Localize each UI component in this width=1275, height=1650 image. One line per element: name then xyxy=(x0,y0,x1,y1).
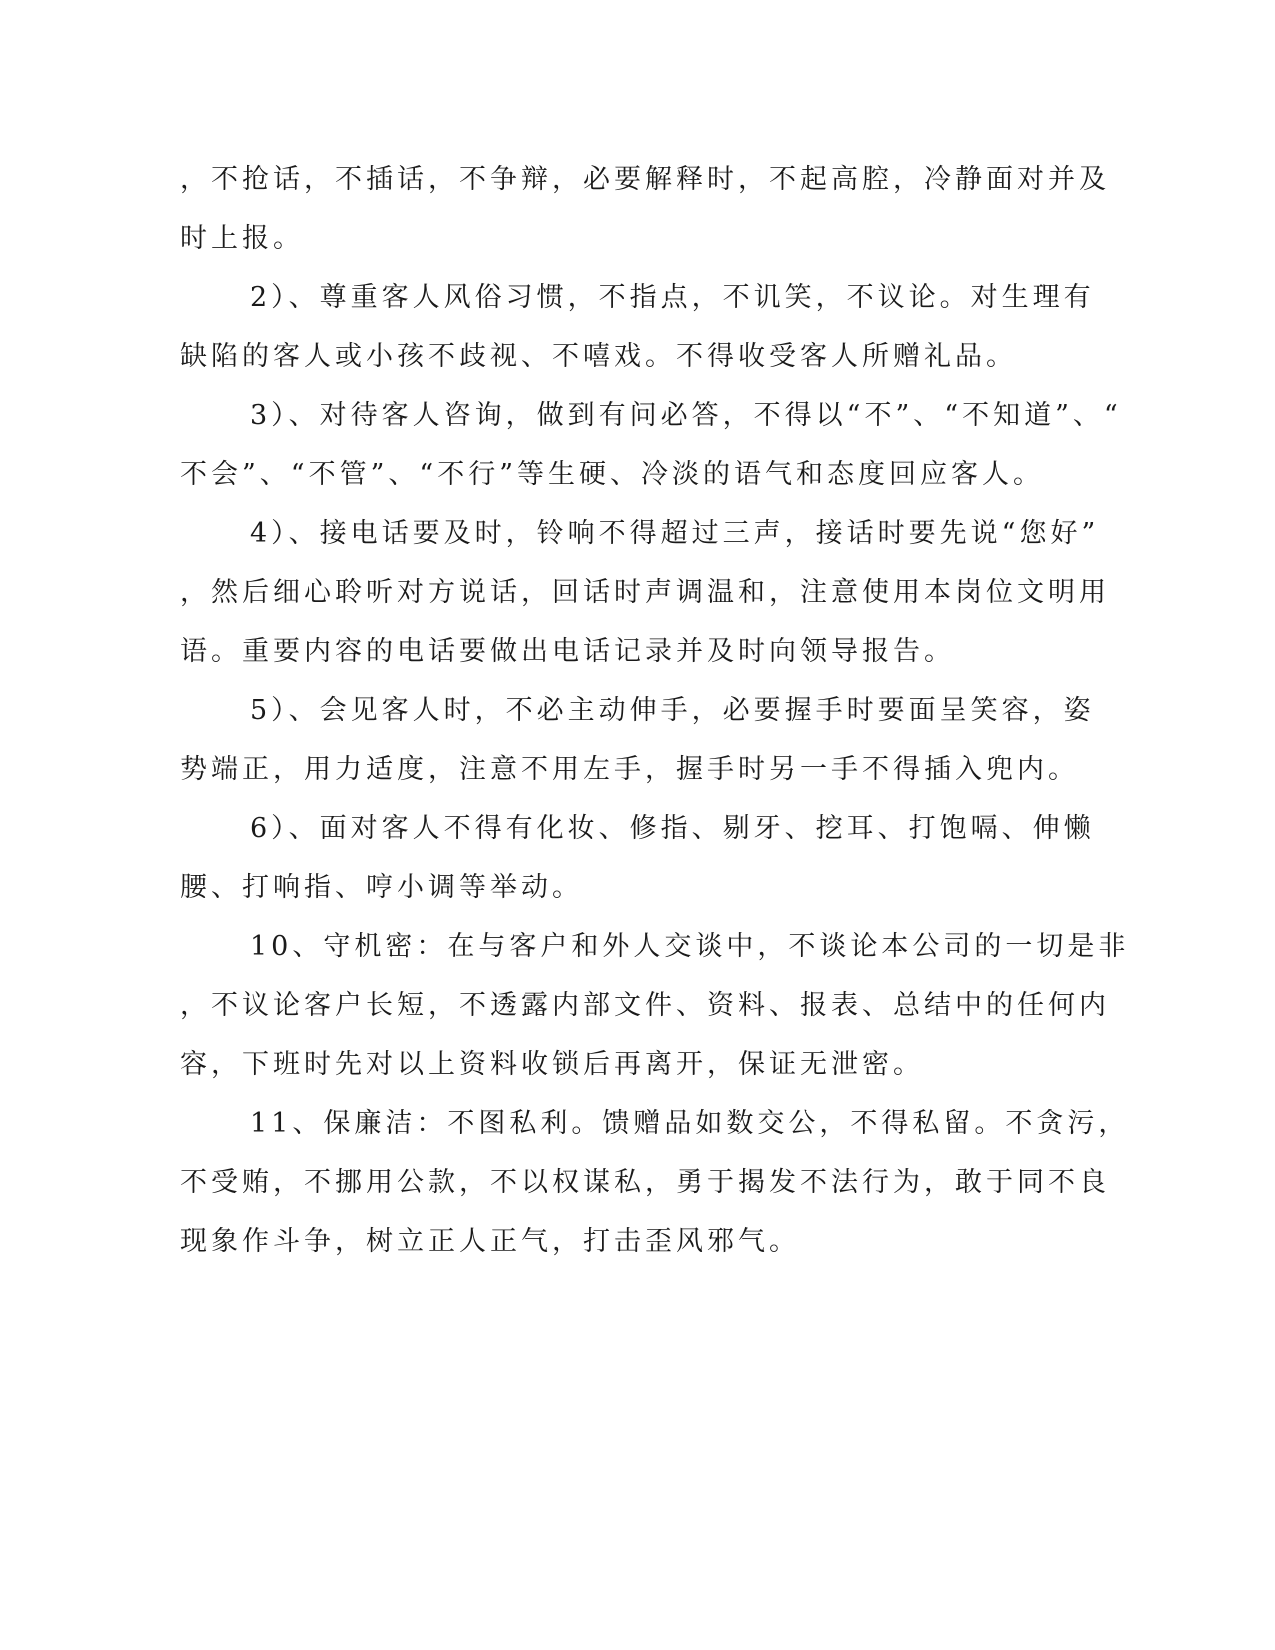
text-line: 腰、打响指、哼小调等举动。 xyxy=(180,872,583,903)
paragraph-start-line: 6）、面对客人不得有化妆、修指、剔牙、挖耳、打饱嗝、伸懒 xyxy=(250,813,1095,844)
text-line: 语。重要内容的电话要做出电话记录并及时向领导报告。 xyxy=(180,636,955,667)
paragraph-start-line: 11、保廉洁：不图私利。馈赠品如数交公，不得私留。不贪污， xyxy=(250,1108,1130,1139)
text-line: ，不议论客户长短，不透露内部文件、资料、报表、总结中的任何内 xyxy=(180,990,1110,1021)
text-line: 时上报。 xyxy=(180,223,304,254)
text-line: ，然后细心聆听对方说话，回话时声调温和，注意使用本岗位文明用 xyxy=(180,577,1110,608)
paragraph-start-line: 2）、尊重客人风俗习惯，不指点，不讥笑，不议论。对生理有 xyxy=(250,282,1095,313)
paragraph-start-line: 4）、接电话要及时，铃响不得超过三声，接话时要先说“您好” xyxy=(250,518,1100,549)
text-line: 缺陷的客人或小孩不歧视、不嘻戏。不得收受客人所赠礼品。 xyxy=(180,341,1017,372)
document-body xyxy=(180,150,1130,1271)
paragraph-start-line: 10、守机密：在与客户和外人交谈中，不谈论本公司的一切是非 xyxy=(250,931,1130,962)
text-line: 势端正，用力适度，注意不用左手，握手时另一手不得插入兜内。 xyxy=(180,754,1079,785)
text-line: 现象作斗争，树立正人正气，打击歪风邪气。 xyxy=(180,1226,800,1257)
text-line: 不受贿，不挪用公款，不以权谋私，勇于揭发不法行为，敢于同不良 xyxy=(180,1167,1110,1198)
paragraph-start-line: 3）、对待客人咨询，做到有问必答，不得以“不”、“不知道”、“ xyxy=(250,400,1122,431)
text-line: 不会”、“不管”、“不行”等生硬、冷淡的语气和态度回应客人。 xyxy=(180,459,1045,490)
text-line: ，不抢话，不插话，不争辩，必要解释时，不起高腔，冷静面对并及 xyxy=(180,164,1110,195)
text-line: 容，下班时先对以上资料收锁后再离开，保证无泄密。 xyxy=(180,1049,924,1080)
paragraph-start-line: 5）、会见客人时，不必主动伸手，必要握手时要面呈笑容，姿 xyxy=(250,695,1095,726)
